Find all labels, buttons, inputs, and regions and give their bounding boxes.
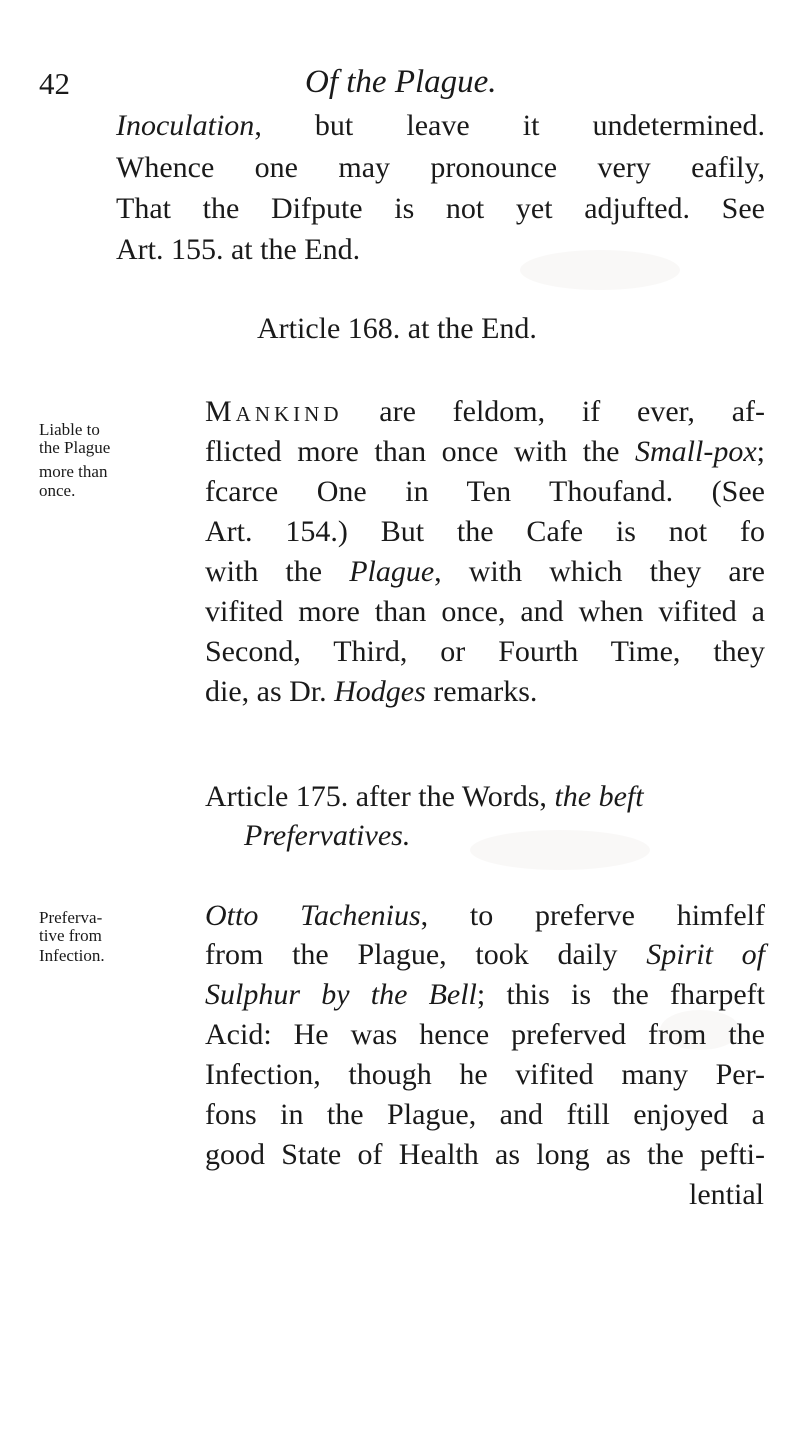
text-line: That the Difpute is not yet adjufted. See — [116, 192, 765, 225]
text-line: Art. 155. at the End. — [116, 233, 361, 266]
article-heading: Article 175. after the Words, the beft — [205, 780, 644, 813]
text-line: Second, Third, or Fourth Time, they — [205, 635, 765, 668]
article-heading: Prefervatives. — [244, 819, 411, 852]
text-line: Acid: He was hence preferved from the — [205, 1018, 765, 1051]
text-line: good State of Health as long as the pefti- — [205, 1138, 765, 1171]
text-line: Mankind are feldom, if ever, af- — [205, 395, 765, 428]
text-line: Sulphur by the Bell; this is the fharpeft — [205, 978, 765, 1011]
text-line: fcarce One in Ten Thoufand. (See — [205, 475, 765, 508]
paper-stain — [520, 250, 680, 290]
text-line: die, as Dr. Hodges remarks. — [205, 675, 538, 708]
catchword: lential — [689, 1178, 764, 1211]
margin-note-line: Infection. — [39, 946, 105, 965]
margin-note-line: more than — [39, 462, 108, 481]
italic-term: Inoculation — [116, 109, 255, 142]
text-line: flicted more than once with the Small-pox; — [205, 435, 765, 468]
text-line: with the Plague, with which they are — [205, 555, 765, 588]
margin-note-line: once. — [39, 481, 76, 500]
margin-note-line: Preferva- — [39, 908, 103, 927]
text-line: Inoculation, but leave it undetermined. — [116, 109, 765, 142]
text-line: Infection, though he vifited many Per- — [205, 1058, 765, 1091]
text-line: from the Plague, took daily Spirit of — [205, 938, 766, 971]
text-line: Otto Tachenius, to preferve himfelf — [205, 899, 765, 932]
drop-word: Mankind — [205, 395, 343, 428]
paper-stain — [470, 830, 650, 870]
article-heading: Article 168. at the End. — [257, 312, 537, 345]
running-head: Of the Plague. — [305, 64, 497, 100]
text-line: vifited more than once, and when vifited a — [205, 595, 765, 628]
margin-note-line: Liable to — [39, 420, 100, 439]
margin-note-line: tive from — [39, 926, 102, 945]
text-line: fons in the Plague, and ftill enjoyed a — [205, 1098, 765, 1131]
text-line: Art. 154.) But the Cafe is not fo — [205, 515, 765, 548]
text-line: Whence one may pronounce very eafily, — [116, 151, 765, 184]
margin-note-line: the Plague — [39, 438, 111, 457]
page-number: 42 — [39, 66, 70, 101]
